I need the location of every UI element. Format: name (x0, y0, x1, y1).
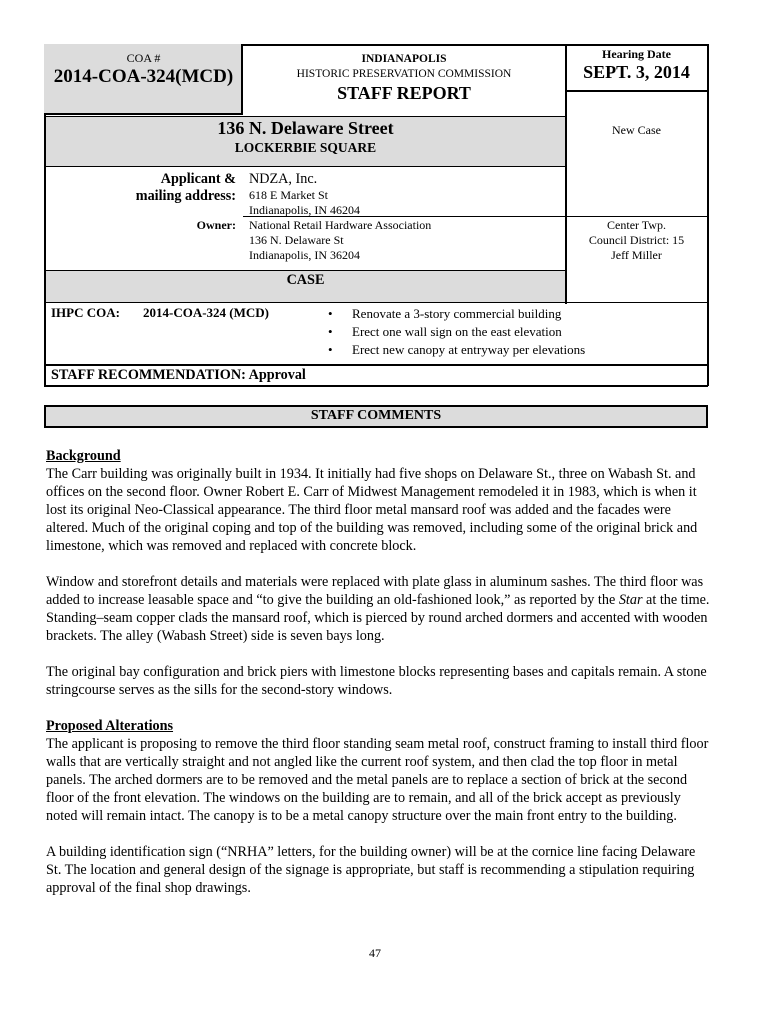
case-band-bottom (44, 302, 708, 303)
location-box-top (565, 216, 708, 217)
coa-label: COA # (126, 51, 161, 65)
commission-name: HISTORIC PRESERVATION COMMISSION (296, 68, 512, 80)
recommendation-top (44, 364, 708, 366)
proposed-paragraph-2: A building identification sign (“NRHA” letters, for the building owner) will be at the cornice line facing Delaware St. The location and general design of the signage is appropriate, but staff is recommending a stipulation requiring approval of the final shop drawings. (46, 844, 696, 896)
staff-comments-body (46, 447, 711, 897)
background-heading: Background (46, 448, 121, 464)
applicant-city: Indianapolis, IN 46204 (249, 203, 360, 217)
form-bottom-border (44, 385, 708, 387)
case-number: 2014-COA-324 (MCD) (143, 305, 270, 320)
historic-district: LOCKERBIE SQUARE (234, 140, 377, 155)
proposed-paragraph-1: The applicant is proposing to remove the third floor standing seam metal roof, construct framing to install third floor walls that are vertically straight and not angled like the current roof system, and then clad the top floor in metal panels. The arched dormers are to be removed and the metal panels are to replace a section of brick at the second floor of the front elevation. The windows on the building are to remain, and all of the brick accept as previously noted will remain intact. The canopy is to be a metal canopy structure over the main front entry to the building. (46, 736, 709, 824)
owner-label: Owner: (196, 218, 236, 232)
page-number: 47 (369, 946, 381, 960)
address-band-top (44, 116, 565, 117)
background-paragraph-2: Window and storefront details and materials were replaced with plate glass in aluminum sashes. The third floor was added to increase leasable space and “to give the building an old-fashioned look,” as reported by the Star at the time. Standing–seam copper clads the mansard roof, which is pierced by round arched dormers and accented with wooden brackets. The alley (Wabash Street) side is seven bays long. (46, 574, 710, 644)
proposed-alterations-heading: Proposed Alterations (46, 718, 174, 734)
hearing-date: SEPT. 3, 2014 (583, 62, 690, 82)
case-item: • Erect one wall sign on the east elevation (328, 323, 585, 341)
coa-number: 2014-COA-324(MCD) (53, 66, 234, 87)
owner-city: Indianapolis, IN 36204 (249, 248, 360, 262)
staff-recommendation: STAFF RECOMMENDATION: Approval (51, 367, 306, 383)
applicant-name: NDZA, Inc. (249, 171, 318, 187)
applicant-label-line2: mailing address: (135, 188, 236, 204)
case-items (328, 305, 585, 359)
report-type: STAFF REPORT (337, 83, 471, 103)
owner-street: 136 N. Delaware St (249, 233, 344, 247)
owner-name: National Retail Hardware Association (249, 218, 432, 232)
case-item: • Renovate a 3-story commercial building (328, 305, 585, 323)
case-item: • Erect new canopy at entryway per elevations (328, 341, 585, 359)
case-label: IHPC COA: (51, 305, 120, 320)
applicant-street: 618 E Market St (249, 188, 328, 202)
case-heading: CASE (286, 272, 325, 288)
background-paragraph-1: The Carr building was originally built in 1934. It initially had five shops on Delaware St., three on Wabash St. and offices on the second floor. Owner Robert E. Carr of Midwest Management remodeled it in 1983, which is when it lost its original Neo-Classical appearance. The third floor metal mansard roof was added and the facades were altered. Much of the original coping and top of the building was removed, including some of the original brick and limestone, which was removed and replaced with concrete block. (46, 466, 698, 554)
applicant-label-line1: Applicant & (160, 171, 236, 187)
background-paragraph-3: The original bay configuration and brick piers with limestone blocks representing bases and capitals remain. A stone stringcourse serves as the sills for the second-story windows. (46, 664, 707, 698)
hearing-box-bottom (565, 90, 708, 92)
staff-comments-heading: STAFF COMMENTS (310, 408, 442, 423)
case-status: New Case (612, 123, 661, 137)
hearing-label: Hearing Date (602, 47, 671, 61)
right-column-divider (565, 44, 567, 304)
council-district: Council District: 15 (588, 233, 685, 247)
property-address: 136 N. Delaware Street (217, 118, 394, 138)
city-name: INDIANAPOLIS (361, 53, 447, 65)
councilor: Jeff Miller (611, 248, 662, 262)
applicant-owner-divider (243, 216, 565, 217)
township: Center Twp. (607, 218, 666, 232)
form-right-border (707, 44, 709, 386)
